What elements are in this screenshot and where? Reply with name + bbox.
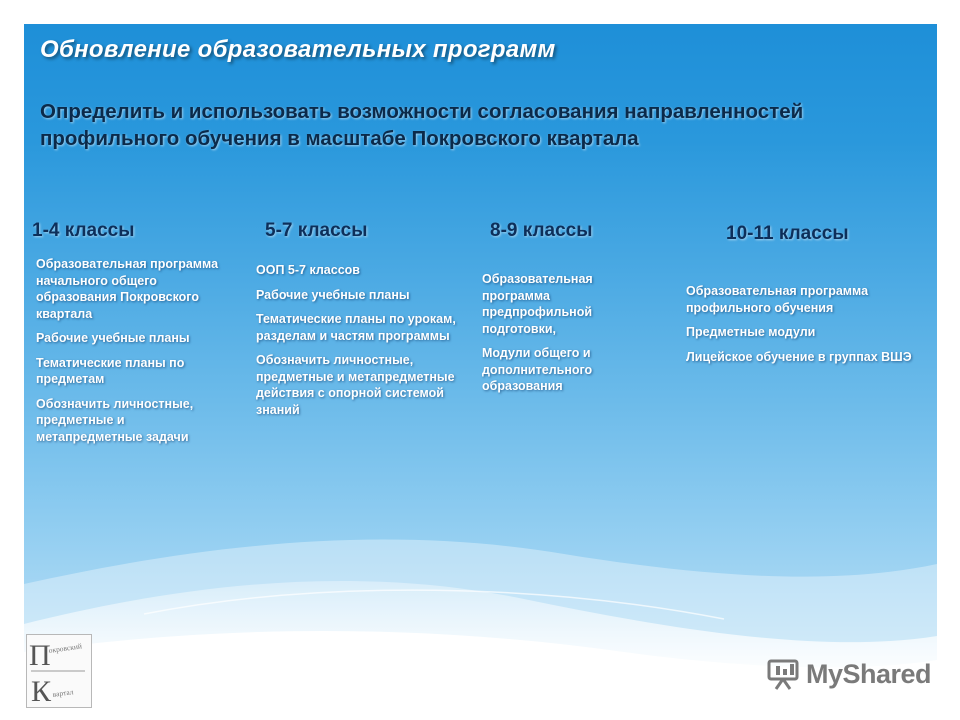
slide-title: Обновление образовательных программ [40,36,556,63]
presentation-board-icon [766,657,802,691]
column-list-5-7 [256,262,466,426]
svg-text:П: П [29,639,51,672]
column-heading-1-4: 1-4 классы [32,220,135,241]
list-item: Рабочие учебные планы [36,331,190,345]
column-list-8-9 [482,271,632,403]
list-item: Обозначить личностные, предметные и метапредметные действия с опорной системой знаний [256,353,455,417]
column-list-10-11 [686,283,922,373]
column-heading-10-11: 10-11 классы [726,223,849,244]
list-item: Тематические планы по урокам, разделам и частям программы [256,312,456,343]
slide-subtitle: Определить и использовать возможности согласования направленностей профильного обучения в масштабе Покровского квартала [40,100,804,150]
myshared-watermark [766,656,931,692]
column-heading-5-7: 5-7 классы [265,220,368,241]
column-list-1-4 [36,256,234,453]
list-item: Модули общего и дополнительного образования [482,346,593,393]
list-item: Рабочие учебные планы [256,287,410,302]
column-heading-8-9: 8-9 классы [490,220,593,241]
list-item: Образовательная программа начального общего образования Покровского квартала [36,257,219,321]
list-item: Обозначить личностные, предметные и метапредметные задачи [36,396,194,444]
slide [24,24,937,674]
list-item: Образовательная программа предпрофильной подготовки, [482,272,593,336]
svg-text:вартал: вартал [52,687,75,699]
list-item: Тематические планы по предметам [36,355,185,386]
watermark-text: MyShared [806,658,932,689]
list-item: ООП 5-7 классов [256,263,360,277]
list-item: Образовательная программа профильного обучения [686,284,869,315]
svg-text:К: К [31,675,52,707]
svg-text:окровский: окровский [48,641,83,655]
list-item: Лицейское обучение в группах ВШЭ [686,349,912,364]
pokrovsky-kvartal-logo [26,634,92,708]
list-item: Предметные модули [686,325,816,339]
logo-mark-icon [27,635,91,707]
